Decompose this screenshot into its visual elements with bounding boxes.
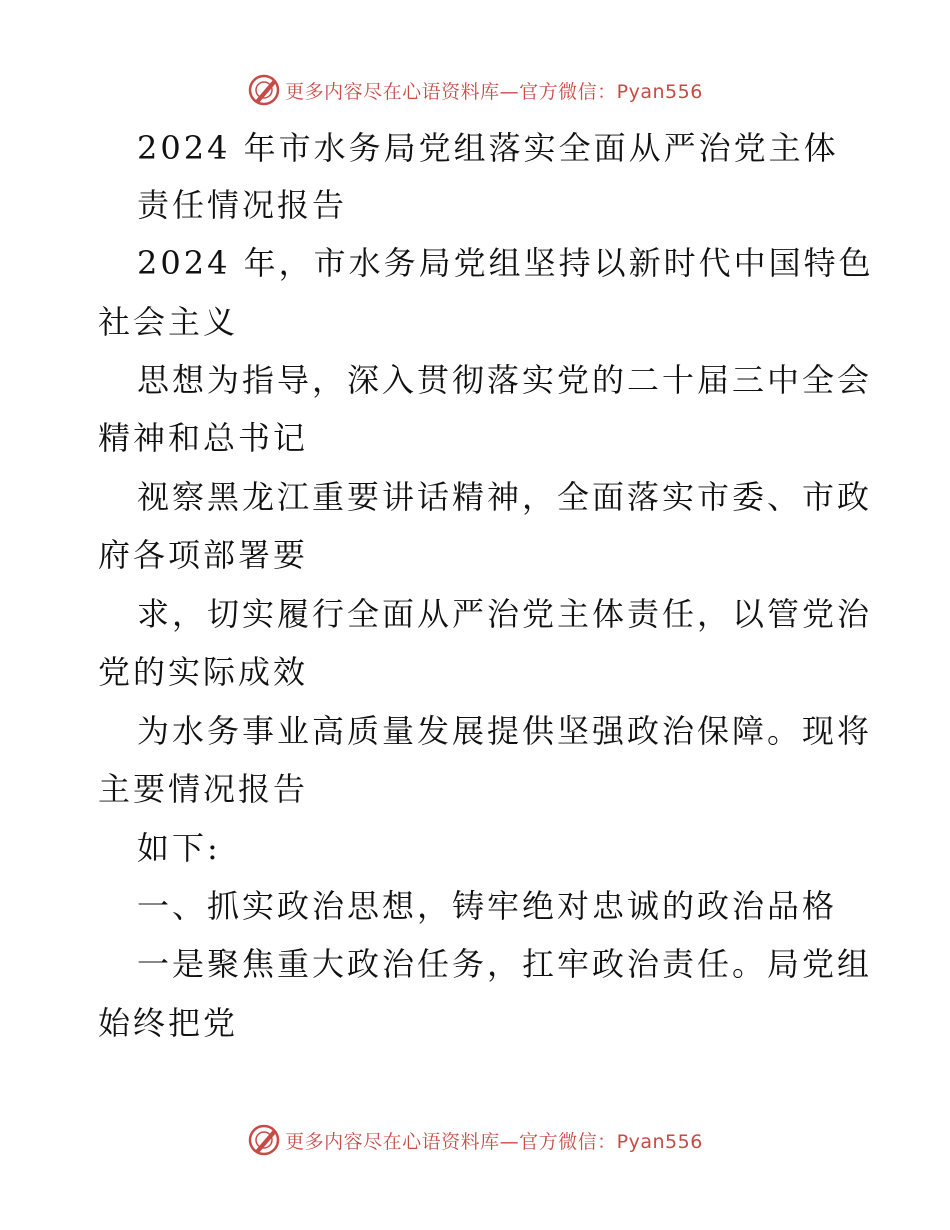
watermark-text: 更多内容尽在心语资料库—官方微信：Pyan556: [285, 80, 703, 103]
footer-watermark: [0, 1120, 950, 1160]
text-line: 如下:: [137, 829, 221, 867]
text-line: 始终把党: [98, 1004, 239, 1042]
watermark-text: 更多内容尽在心语资料库—官方微信：Pyan556: [285, 1130, 703, 1153]
text-line: 责任情况报告: [137, 186, 348, 224]
pen-logo-icon: [247, 73, 281, 107]
text-line: 2024 年市水务局党组落实全面从严治党主体: [137, 129, 839, 167]
header-watermark: [0, 70, 950, 110]
text-line: 府各项部署要: [98, 536, 309, 574]
text-line: 视察黑龙江重要讲话精神，全面落实市委、市政: [137, 478, 873, 516]
pen-logo-icon: [247, 1123, 281, 1157]
text-line: 思想为指导，深入贯彻落实党的二十届三中全会: [137, 361, 873, 399]
text-line: 主要情况报告: [98, 770, 309, 808]
text-line: 为水务事业高质量发展提供坚强政治保障。现将: [137, 712, 873, 750]
text-line: 求，切实履行全面从严治党主体责任，以管党治: [137, 595, 873, 633]
section-heading: 一、抓实政治思想，铸牢绝对忠诚的政治品格: [137, 887, 838, 925]
text-line: 社会主义: [98, 303, 239, 341]
text-line: 党的实际成效: [98, 653, 309, 691]
text-line: 一是聚焦重大政治任务，扛牢政治责任。局党组: [137, 945, 873, 983]
text-line: 精神和总书记: [98, 419, 309, 457]
text-line: 2024 年，市水务局党组坚持以新时代中国特色: [137, 244, 874, 282]
